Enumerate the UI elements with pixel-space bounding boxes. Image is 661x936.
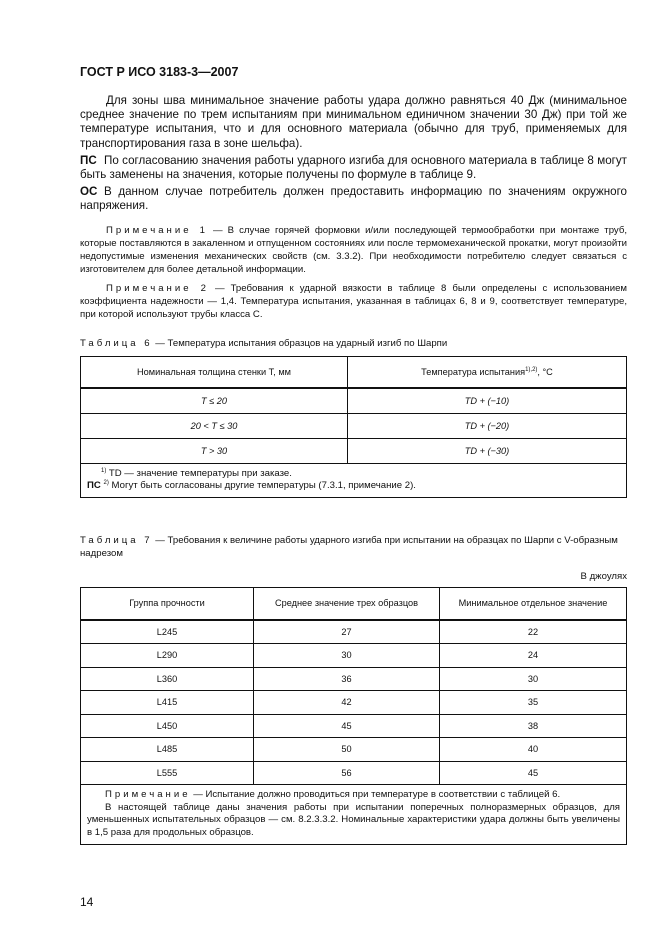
table7 (80, 587, 627, 845)
caption-text: — Требования к величине работы ударного изгиба при испытании на образцах по Шарпи с V-образным надрезом (80, 534, 618, 559)
table-header: Минимальное отдельное значение (440, 587, 627, 620)
body-text (80, 94, 627, 214)
note-1 (80, 224, 627, 276)
table-row: T ≤ 20 TD + (−10) (81, 388, 627, 413)
table-row: L290 30 24 (81, 644, 627, 668)
note-2 (80, 282, 627, 321)
table-header: Группа прочности (81, 587, 254, 620)
caption-label: Таблица 7 (80, 534, 153, 546)
caption-label: Таблица 6 (80, 337, 153, 349)
table-row: L360 36 30 (81, 667, 627, 691)
page-content (80, 0, 627, 929)
table-header: Номинальная толщина стенки T, мм (81, 356, 348, 388)
table-row: L555 56 45 (81, 761, 627, 785)
notes (80, 224, 627, 321)
note-label: Примечание 1 (106, 224, 208, 236)
os-paragraph (80, 185, 627, 213)
os-text: В данном случае потребитель должен предоставить информацию по значениям окружного напряжения. (80, 185, 627, 213)
ps-prefix: ПС (80, 153, 97, 167)
os-prefix: ОС (80, 185, 98, 199)
note-label: Примечание 2 (106, 282, 209, 294)
caption-text: — Температура испытания образцов на ударный изгиб по Шарпи (152, 337, 448, 349)
page-number: 14 (80, 894, 94, 909)
table-row: T > 30 TD + (−30) (81, 438, 627, 463)
table7-caption (80, 534, 627, 560)
ps-text: По согласованию значения работы ударного изгиба для основного материала в таблице 8 могут быть заменены на значения, которые получены по формуле в таблице 9. (80, 153, 627, 182)
table-header: Температура испытания$^{1),2)}$, °С (348, 356, 627, 388)
note-text: — В случае горячей формовки и/или последующей термообработки при монтаже труб, которые поставляются в закаленном и отпущенном состояниях или после термомеханической прокатки, могут произойти недопустимые изменения механических свойств (см. 3.3.2). При необходимости потребителю следует связаться с изготовителем для более детальной информации. (80, 224, 627, 275)
table-note: Примечание — Испытание должно проводиться при температуре в соответствии с таблицей 6. В настоящей таблице даны значения работы при испытании поперечных полноразмерных образцов, для уменьшенных испытательных образцов — см. 8.2.3.3.2. Номинальные характеристики удара должны быть увеличены в 1,5 раза для продольных образцов. (81, 785, 627, 844)
note-text: — Требования к ударной вязкости в таблице 8 были определены с использованием коэффициента надежности — 1,4. Температура испытания, указанная в таблицах 6, 8 и 9, соответствует температуре, при которой используют трубы класса С. (80, 282, 628, 320)
document-header: ГОСТ Р ИСО 3183-3—2007 (80, 65, 239, 79)
table-row: 20 < T ≤ 30 TD + (−20) (81, 413, 627, 438)
table-row: L245 27 22 (81, 620, 627, 644)
table-row: L485 50 40 (81, 738, 627, 762)
paragraph: Для зоны шва минимальное значение работы удара должно равняться 40 Дж (минимальное среднее значение по трем испытаниям при минимальном единичном значении 30 Дж) при той же температуре испытания, что и для основного материала (обычно для труб, применяемых для транспортирования газа в зоне шельфа). (80, 94, 627, 150)
table-row: L415 42 35 (81, 691, 627, 715)
table7-units: В джоулях (580, 570, 627, 582)
table-header: Среднее значение трех образцов (254, 587, 440, 620)
table6 (80, 356, 627, 498)
ps-paragraph (80, 154, 627, 182)
table-row: L450 45 38 (81, 714, 627, 738)
table6-caption (80, 337, 627, 350)
table-footnotes: $^{1)}$ TD — значение температуры при заказе. ПС $^{2)}$ Могут быть согласованы другие температуры (7.3.1, примечание 2). (81, 463, 627, 497)
